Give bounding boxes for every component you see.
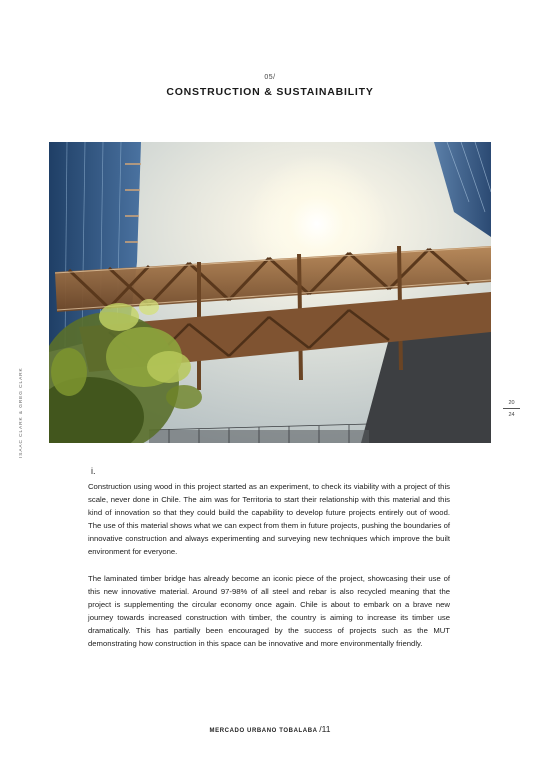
footer-page-number: 11 [321, 724, 331, 734]
section-marker: i. [91, 466, 96, 476]
footer-separator: / [319, 724, 322, 734]
section-number: 05/ [264, 74, 276, 81]
photo-credit: ISAAC CLARK & GREG CLARK [19, 367, 24, 458]
paragraph: Construction using wood in this project started as an experiment, to check its viability with a project of this scale, never done in Chile. The aim was for Territoria to start their relationship with this material and this kind of innovation so that they could build the capability to develop future projects entirely out of wood. The use of this material shows what we can expect from them in future projects, pushing the boundaries of innovative construction and always experimenting and surveying new techniques which improve the built environment for everyone. [88, 482, 450, 557]
section-title: CONSTRUCTION & SUSTAINABILITY [166, 86, 374, 98]
paragraph: The laminated timber bridge has already become an iconic piece of the project, showcasing their use of this new innovative material. Around 97-98% of all steel and rebar is also recycled meaning that the project is supplementing the circular economy once again. Chile is about to embark on a brave new journey towards increased construction with timber, the country is aiming to increase its timber use dramatically. This has partially been encouraged by the success of projects such as the MUT demonstrating how construction in this space can be innovative and more environmentally friendly. [88, 573, 450, 649]
body-text [88, 480, 450, 663]
page-counter [503, 400, 520, 418]
page-counter-total: 24 [508, 412, 515, 418]
footer [0, 724, 540, 734]
page-counter-divider [503, 408, 520, 409]
page-counter-current: 20 [508, 400, 515, 406]
footer-publication: MERCADO URBANO TOBALABA [209, 728, 318, 734]
timber-bridge-photo [49, 142, 491, 443]
